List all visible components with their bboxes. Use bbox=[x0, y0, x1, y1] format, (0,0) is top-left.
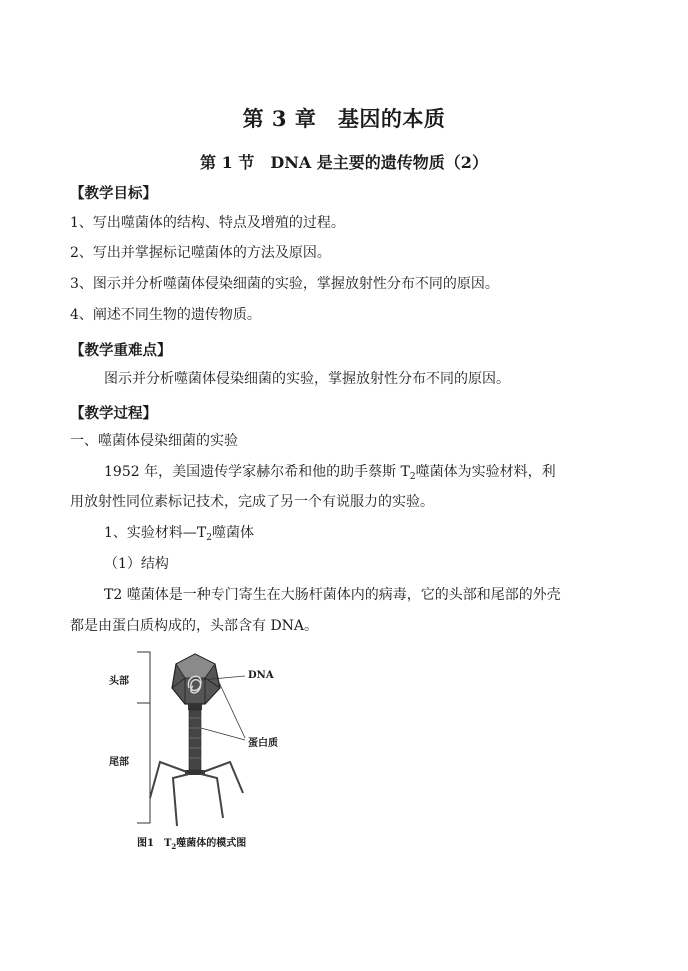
phage-figure bbox=[105, 648, 315, 853]
paragraph-1-line-1 bbox=[104, 462, 556, 487]
label-tail: 尾部 bbox=[109, 757, 129, 768]
paragraph-1-text-b: 噬菌体为实验材料，利 bbox=[415, 464, 556, 480]
tail-fiber-2 bbox=[173, 774, 189, 826]
objective-item-4: 4、阐述不同生物的遗传物质。 bbox=[70, 307, 261, 323]
protein-pointer-head bbox=[217, 678, 245, 738]
tail-fiber-3 bbox=[201, 774, 223, 818]
key-points-heading: 【教学重难点】 bbox=[70, 342, 172, 359]
protein-pointer-tail bbox=[201, 728, 245, 740]
label-dna: DNA bbox=[248, 670, 274, 681]
tail-fiber-4 bbox=[203, 762, 243, 793]
material-item-text-a: 1、实验材料—T bbox=[104, 525, 207, 541]
material-item-1 bbox=[104, 523, 254, 548]
process-heading: 【教学过程】 bbox=[70, 405, 157, 422]
objective-item-1: 1、写出噬菌体的结构、特点及增殖的过程。 bbox=[70, 215, 345, 231]
process-part-1: 一、噬菌体侵染细菌的实验 bbox=[70, 433, 238, 449]
figure-caption bbox=[137, 834, 246, 851]
tail-sheath bbox=[189, 710, 201, 770]
tail-bracket bbox=[137, 703, 150, 823]
collar bbox=[188, 704, 202, 710]
chapter-title: 第 3 章 基因的本质 bbox=[242, 106, 446, 131]
key-points-text: 图示并分析噬菌体侵染细菌的实验，掌握放射性分布不同的原因。 bbox=[104, 371, 510, 387]
paragraph-1-subscript: 2 bbox=[409, 472, 416, 482]
material-item-text-b: 噬菌体 bbox=[211, 525, 254, 541]
head-bracket bbox=[137, 652, 150, 703]
paragraph-1-text-a: 1952 年，美国遗传学家赫尔希和他的助手蔡斯 T bbox=[104, 464, 410, 480]
objective-item-3: 3、图示并分析噬菌体侵染细菌的实验，掌握放射性分布不同的原因。 bbox=[70, 276, 499, 292]
label-protein: 蛋白质 bbox=[248, 738, 278, 749]
phage-diagram bbox=[105, 648, 315, 853]
caption-text-a: 图1 T bbox=[137, 838, 172, 849]
caption-subscript: 2 bbox=[171, 842, 177, 851]
section-title: 第 1 节 DNA 是主要的遗传物质（2） bbox=[200, 153, 488, 172]
paragraph-1-line-2: 用放射性同位素标记技术，完成了另一个有说服力的实验。 bbox=[70, 494, 434, 510]
paragraph-2-line-2: 都是由蛋白质构成的，头部含有 DNA。 bbox=[70, 618, 319, 634]
material-item-subscript: 2 bbox=[206, 533, 212, 543]
caption-text-b: 噬菌体的模式图 bbox=[176, 838, 247, 849]
objective-item-2: 2、写出并掌握标记噬菌体的方法及原因。 bbox=[70, 245, 331, 261]
tail-fiber-1 bbox=[150, 762, 187, 798]
paragraph-2-line-1: T2 噬菌体是一种专门寄生在大肠杆菌体内的病毒，它的头部和尾部的外壳 bbox=[104, 587, 561, 603]
label-head: 头部 bbox=[109, 676, 129, 687]
objectives-heading: 【教学目标】 bbox=[70, 185, 157, 202]
structure-subheading: （1）结构 bbox=[104, 556, 169, 572]
